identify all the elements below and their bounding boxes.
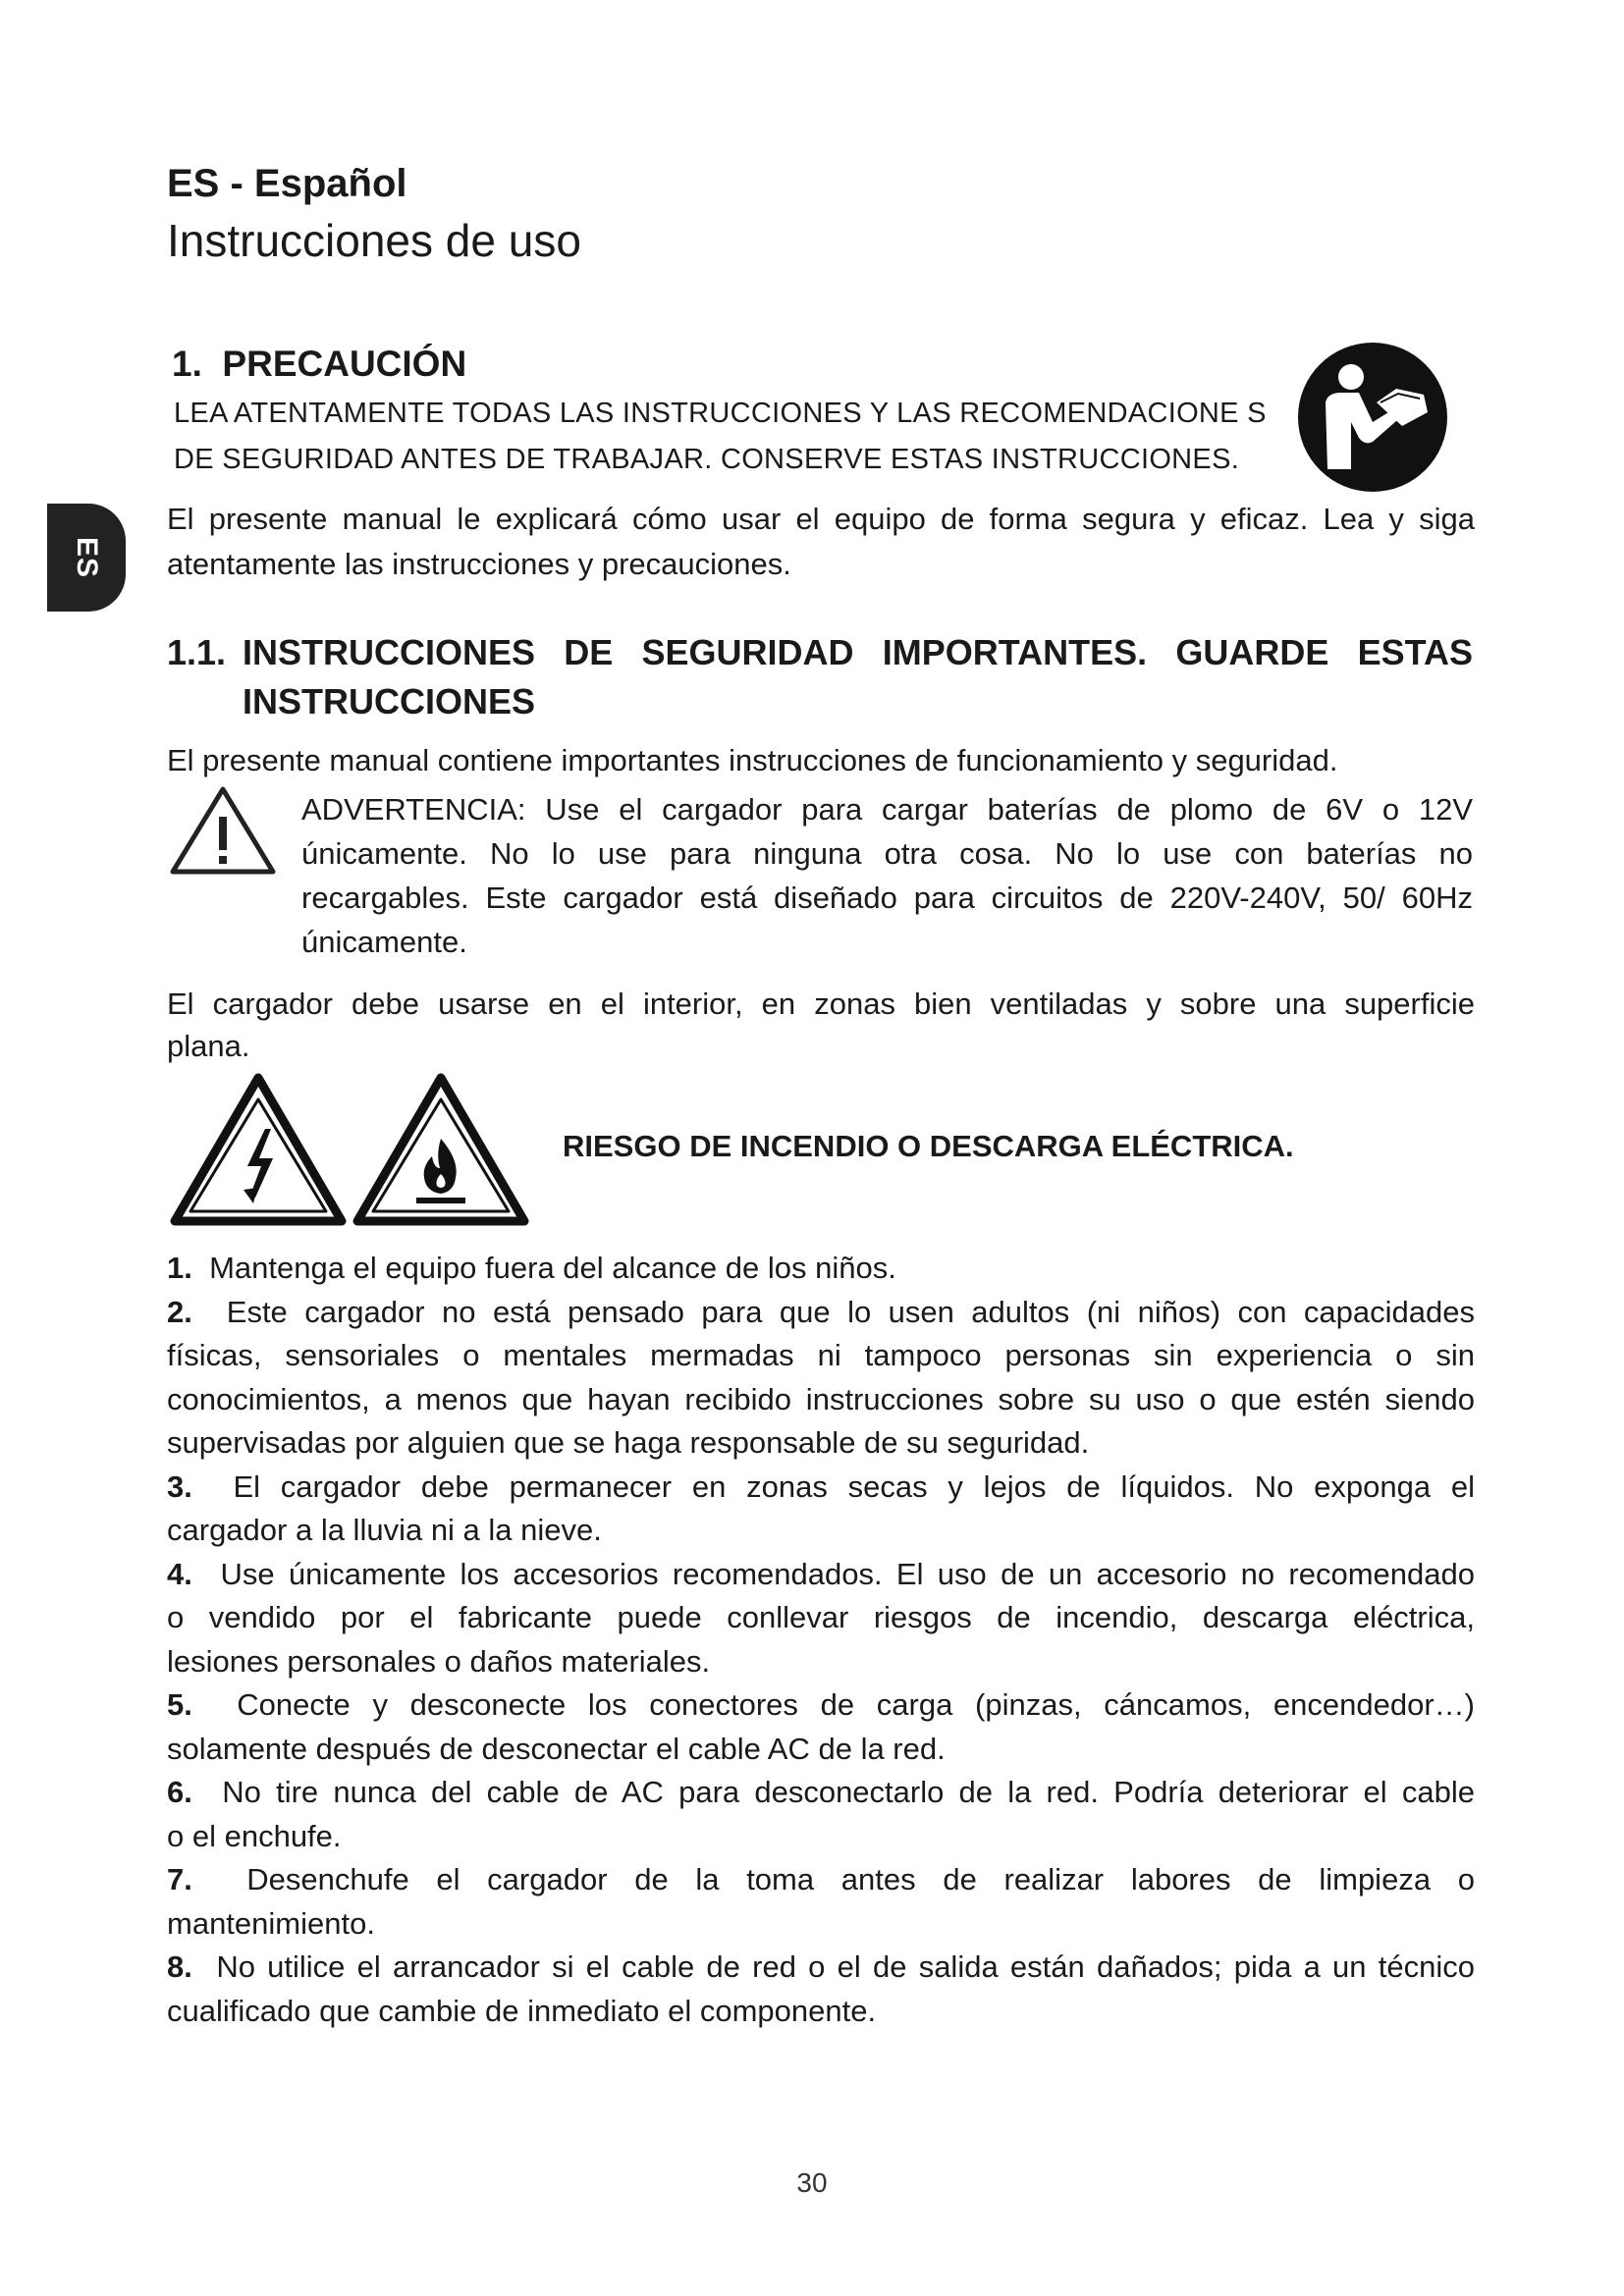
fire-hazard-icon [352,1072,530,1229]
list-item-text: mantenimiento. [167,1905,375,1941]
list-item [167,1683,1475,1728]
safety-list [167,1247,1475,2033]
list-item-number: 3. [167,1468,192,1504]
section-1-1-intro: El presente manual contiene importantes instrucciones de funcionamiento y seguridad. [167,743,1338,777]
language-tab [47,504,126,612]
list-item-number: 6. [167,1775,192,1809]
section-1-number: 1. [172,344,202,384]
language-title: ES - Español [167,162,407,205]
indoor-line-2: plana. [167,1029,250,1063]
list-item-number: 1. [167,1251,192,1285]
read-manual-icon [1294,342,1451,494]
intro-line-1: El presente manual le explicará cómo usar el equipo de forma segura y eficaz. Lea y siga [167,502,1475,536]
list-item-text: cargador a la lluvia ni a la nieve. [167,1513,602,1547]
section-1-title: PRECAUCIÓN [222,344,467,384]
list-item-number: 2. [167,1294,192,1329]
list-item [167,1553,1475,1597]
section-1-1-number: 1.1. [167,632,227,672]
list-item-text: No tire nunca del cable de AC para desconectarlo de la red. Podría deteriorar el cable [222,1775,1475,1809]
document-title: Instrucciones de uso [167,215,581,266]
list-item [167,1771,1475,1815]
warning-triangle-icon [169,785,277,876]
section-1-1-title-line-2: INSTRUCCIONES [243,681,536,721]
list-item-text: físicas, sensoriales o mentales mermadas ni tampoco personas sin experiencia o sin [167,1338,1475,1372]
list-item-text: o vendido por el fabricante puede conllevar riesgos de incendio, descarga eléctrica, [167,1600,1475,1634]
list-item-text: Use únicamente los accesorios recomendados. El uso de un accesorio no recomendado [220,1556,1475,1591]
list-item-text: solamente después de desconectar el cable AC de la red. [167,1731,946,1766]
intro-line-2: atentamente las instrucciones y precauciones. [167,547,791,581]
section-1-1-title-line-1: INSTRUCCIONES DE SEGURIDAD IMPORTANTES. GUARDE ESTAS [243,632,1473,672]
list-item-number: 7. [167,1862,192,1896]
list-item-text: Mantenga el equipo fuera del alcance de los niños. [209,1251,896,1285]
list-item-text: supervisadas por alguien que se haga responsable de su seguridad. [167,1425,1090,1460]
warning-line-3: recargables. Este cargador está diseñado para circuitos de 220V-240V, 50/ 60Hz [301,881,1473,915]
list-item-text: El cargador debe permanecer en zonas secas y lejos de líquidos. No exponga el [233,1468,1476,1504]
list-item [167,1247,1475,1291]
list-item [167,1466,1475,1510]
caution-caps-line-2: DE SEGURIDAD ANTES DE TRABAJAR. CONSERVE ESTAS INSTRUCCIONES. [174,444,1240,475]
page-number: 30 [796,2167,828,2198]
list-item [167,1946,1475,1990]
list-item-number: 8. [167,1949,192,1984]
section-1-heading [172,344,466,385]
caution-caps-line-1: LEA ATENTAMENTE TODAS LAS INSTRUCCIONES Y LAS RECOMENDACIONE S [174,398,1267,429]
list-item-text: cualificado que cambie de inmediato el componente. [167,1993,877,2028]
list-item-text: Desenchufe el cargador de la toma antes de realizar labores de limpieza o [246,1862,1475,1896]
list-item-text: lesiones personales o daños materiales. [167,1643,711,1679]
list-item-text: Este cargador no está pensado para que lo usen adultos (ni niños) con capacidades [226,1294,1475,1329]
list-item-text: Conecte y desconecte los conectores de carga (pinzas, cáncamos, encendedor…) [237,1687,1475,1722]
list-item-number: 4. [167,1556,192,1591]
language-tab-label: ES [71,536,103,579]
list-item-text: conocimientos, a menos que hayan recibido instrucciones sobre su uso o que estén siendo [167,1381,1475,1416]
list-item-text: No utilice el arrancador si el cable de red o el de salida están dañados; pida a un técnico [216,1949,1475,1984]
list-item [167,1291,1475,1335]
indoor-line-1: El cargador debe usarse en el interior, en zonas bien ventiladas y sobre una superficie [167,987,1475,1021]
warning-text [301,787,1473,964]
list-item [167,1858,1475,1902]
section-1-1-heading [167,628,1473,726]
risk-label: RIESGO DE INCENDIO O DESCARGA ELÉCTRICA. [563,1129,1294,1163]
list-item-text: o el enchufe. [167,1818,342,1853]
warning-line-2: únicamente. No lo use para ninguna otra cosa. No lo use con baterías no [301,836,1473,871]
list-item-number: 5. [167,1687,192,1722]
electric-shock-icon [169,1072,348,1229]
warning-line-4: únicamente. [301,925,467,959]
warning-line-1: ADVERTENCIA: Use el cargador para cargar baterías de plomo de 6V o 12V [301,792,1473,827]
